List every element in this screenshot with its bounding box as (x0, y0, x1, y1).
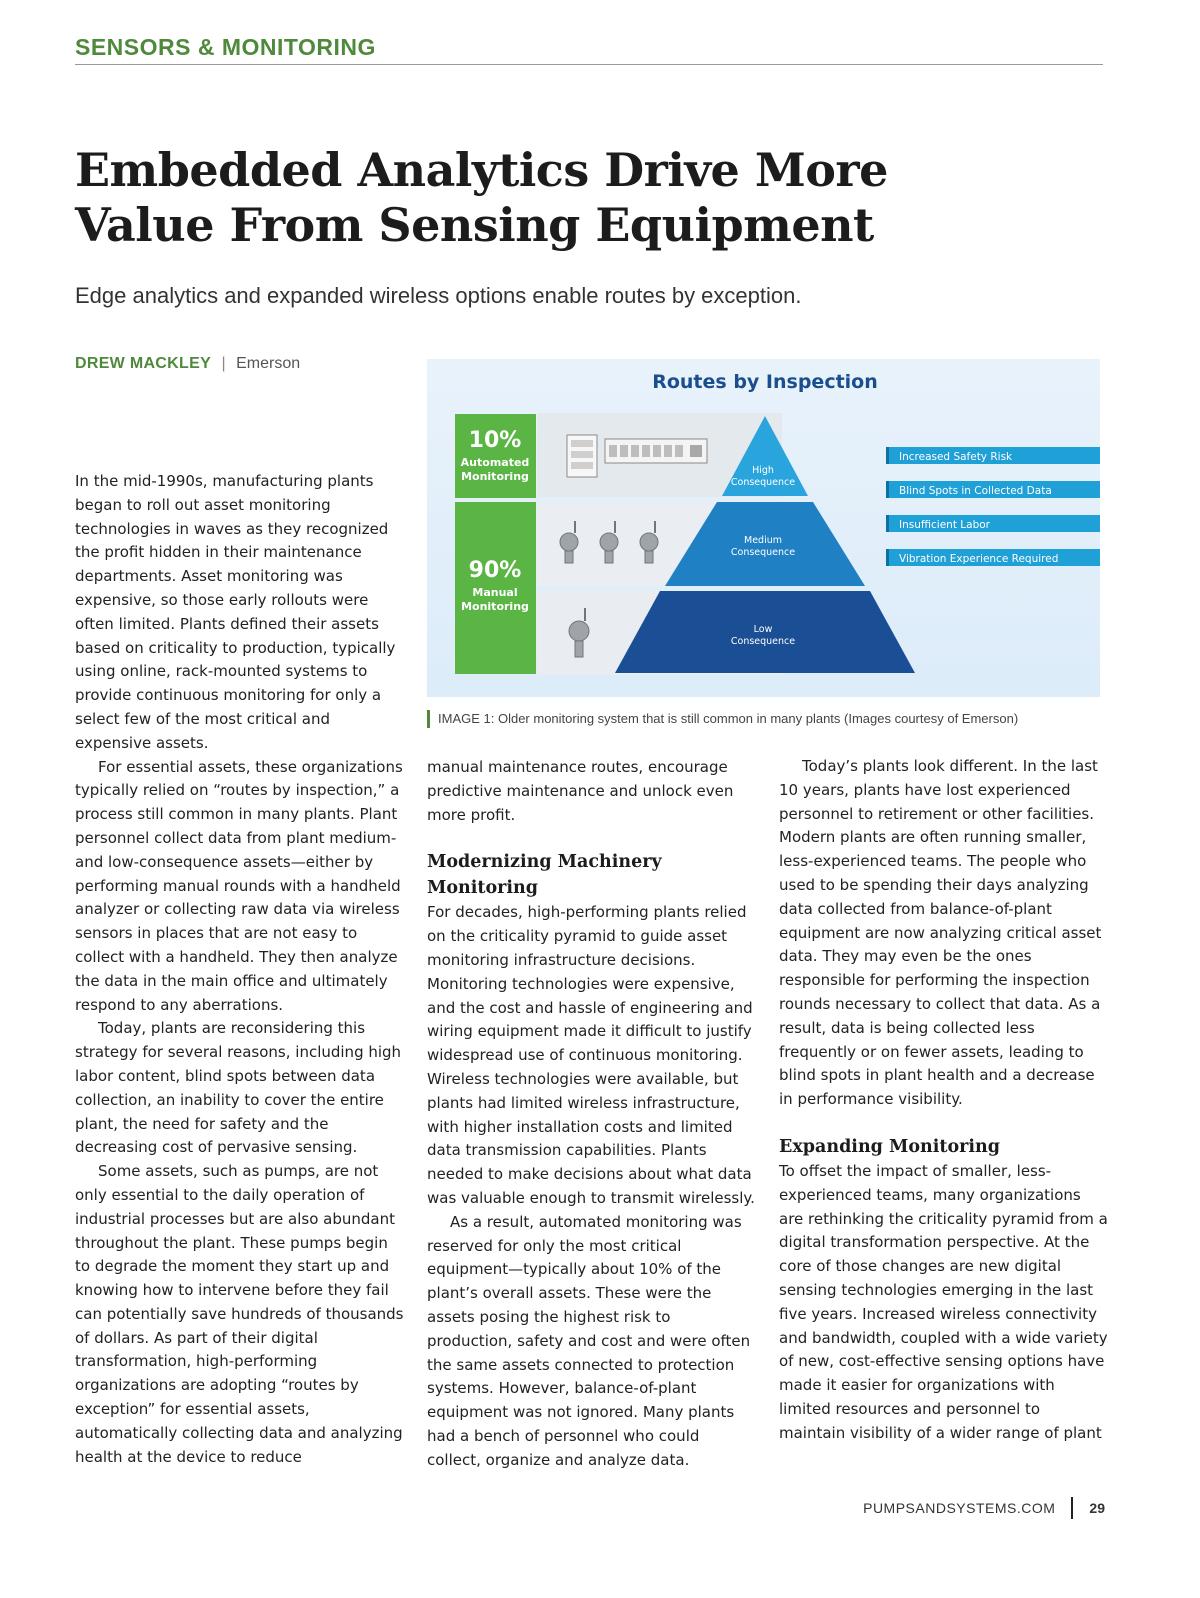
manual-label-line-2: Monitoring (461, 600, 529, 613)
paragraph: Today’s plants look different. In the last 10 years, plants have lost experienced personnel to retirement or other facilities. Modern plants are often running smaller, less-experienced teams. The people who used to be spending their days analyzing data collected from balance-of-plant equipment are now analyzing critical asset data. They may even be the ones responsible for performing the inspection rounds necessary to collect that data. As a result, data is being collected less frequently or on fewer assets, leading to blind spots in plant health and a decrease in performance visibility. (779, 757, 1102, 1109)
paragraph: For decades, high-performing plants relied on the criticality pyramid to guide asset monitoring infrastructure decisions. Monitoring technologies were expensive, and the cost and hassle of engineering and wiring equipment made it difficult to justify widespread use of continuous monitoring. Wireless technologies were available, but plants had limited wireless infrastructure, with higher installation costs and limited data transmission capabilities. Plants needed to make decisions about what data was valuable enough to transmit wirelessly. (427, 903, 755, 1207)
subheading-expanding: Expanding Monitoring (779, 1136, 1001, 1157)
column-2 (427, 756, 757, 1473)
title-line-2: Value From Sensing Equipment (75, 198, 874, 252)
section-header (75, 34, 1103, 65)
page-footer (863, 1497, 1105, 1519)
risk-label: Increased Safety Risk (899, 451, 1013, 463)
byline (75, 354, 300, 374)
paragraph: Today, plants are reconsidering this strategy for several reasons, including high labor content, blind spots between data collection, an inability to cover the entire plant, the need for safety and the decreasing cost of pervasive sensing. (75, 1019, 402, 1157)
manual-label-line-1: Manual (472, 586, 518, 599)
subheading-modernizing: Modernizing Machinery Monitoring (427, 852, 662, 899)
manual-percent: 90% (468, 558, 522, 583)
column-1 (75, 470, 405, 1469)
routes-by-inspection-figure (427, 359, 1100, 697)
paragraph: To offset the impact of smaller, less-experienced teams, many organizations are rethinking the criticality pyramid from a digital transformation perspective. At the core of those changes are new digital sensing technologies emerging in the last five years. Increased wireless connectivity and bandwidth, coupled with a wide variety of new, cost-effective sensing options have made it easier for organizations with limited resources and personnel to maintain visibility of a wider range of plant (779, 1161, 1108, 1442)
risk-label: Blind Spots in Collected Data (899, 485, 1052, 497)
footer-divider (1071, 1497, 1073, 1519)
tier-low-line-1: Low (753, 624, 773, 635)
risk-label: Vibration Experience Required (899, 553, 1059, 565)
page-number: 29 (1089, 1500, 1105, 1516)
tier-high-line-2: Consequence (730, 477, 796, 488)
tier-high-line-1: High (752, 465, 774, 476)
figure-title: Routes by Inspection (652, 371, 878, 393)
paragraph: manual maintenance routes, encourage predictive maintenance and unlock even more profit. (427, 758, 734, 824)
paragraph: As a result, automated monitoring was reserved for only the most critical equipment—typically about 10% of the plant’s overall assets. These were the assets posing the highest risk to production, safety and cost and were often the same assets connected to protection systems. However, balance-of-plant equipment was not ignored. Many plants had a bench of personnel who could collect, organize and analyze data. (427, 1212, 751, 1469)
risk-label: Insufficient Labor (899, 519, 990, 531)
automated-label-line-2: Monitoring (461, 470, 529, 483)
section-label: SENSORS & MONITORING (75, 34, 376, 60)
automated-label-line-1: Automated (460, 456, 530, 469)
risk-bar-accent (886, 515, 889, 532)
figure-caption: IMAGE 1: Older monitoring system that is still common in many plants (Images courtesy of Emerson) (427, 710, 1111, 728)
paragraph: Some assets, such as pumps, are not only essential to the daily operation of industrial processes but are also abundant throughout the plant. These pumps begin to degrade the moment they start up and knowing how to intervene before they fail can potentially save hundreds of thousands of dollars. As part of their digital transformation, high-performing organizations are adopting “routes by exception” for essential assets, automatically collecting data and analyzing health at the device to reduce (75, 1162, 404, 1466)
risk-bar-accent (886, 549, 889, 566)
figure-graphic (427, 359, 1100, 697)
author-organization: Emerson (236, 355, 301, 372)
column-3 (779, 755, 1109, 1446)
title-line-1: Embedded Analytics Drive More (75, 143, 888, 197)
risk-bar-accent (886, 447, 889, 464)
paragraph: For essential assets, these organizations typically relied on “routes by inspection,” a process still common in many plants. Plant personnel collect data from plant medium- and low-consequence assets—either by performing manual rounds with a handheld analyzer or collecting raw data via wireless sensors in places that are not easy to collect with a handheld. They then analyze the data in the main office and ultimately respond to any aberrations. (75, 757, 403, 1014)
automated-percent: 10% (468, 428, 522, 453)
article-deck: Edge analytics and expanded wireless options enable routes by exception. (75, 283, 802, 308)
byline-separator: | (221, 355, 226, 372)
risk-bar-accent (886, 481, 889, 498)
tier-low-line-2: Consequence (730, 636, 796, 647)
article-title (75, 143, 975, 253)
paragraph: In the mid-1990s, manufacturing plants began to roll out asset monitoring technologies in waves as they recognized the profit hidden in their maintenance departments. Asset monitoring was expensive, so those early rollouts were often limited. Plants defined their assets based on criticality to production, typically using online, rack-mounted systems to provide continuous monitoring for only a select few of the most critical and expensive assets. (75, 472, 396, 752)
footer-site: PUMPSANDSYSTEMS.COM (863, 1500, 1056, 1516)
tier-medium-line-2: Consequence (730, 547, 796, 558)
tier-medium-line-1: Medium (744, 535, 782, 546)
author-name: DREW MACKLEY (75, 355, 212, 372)
